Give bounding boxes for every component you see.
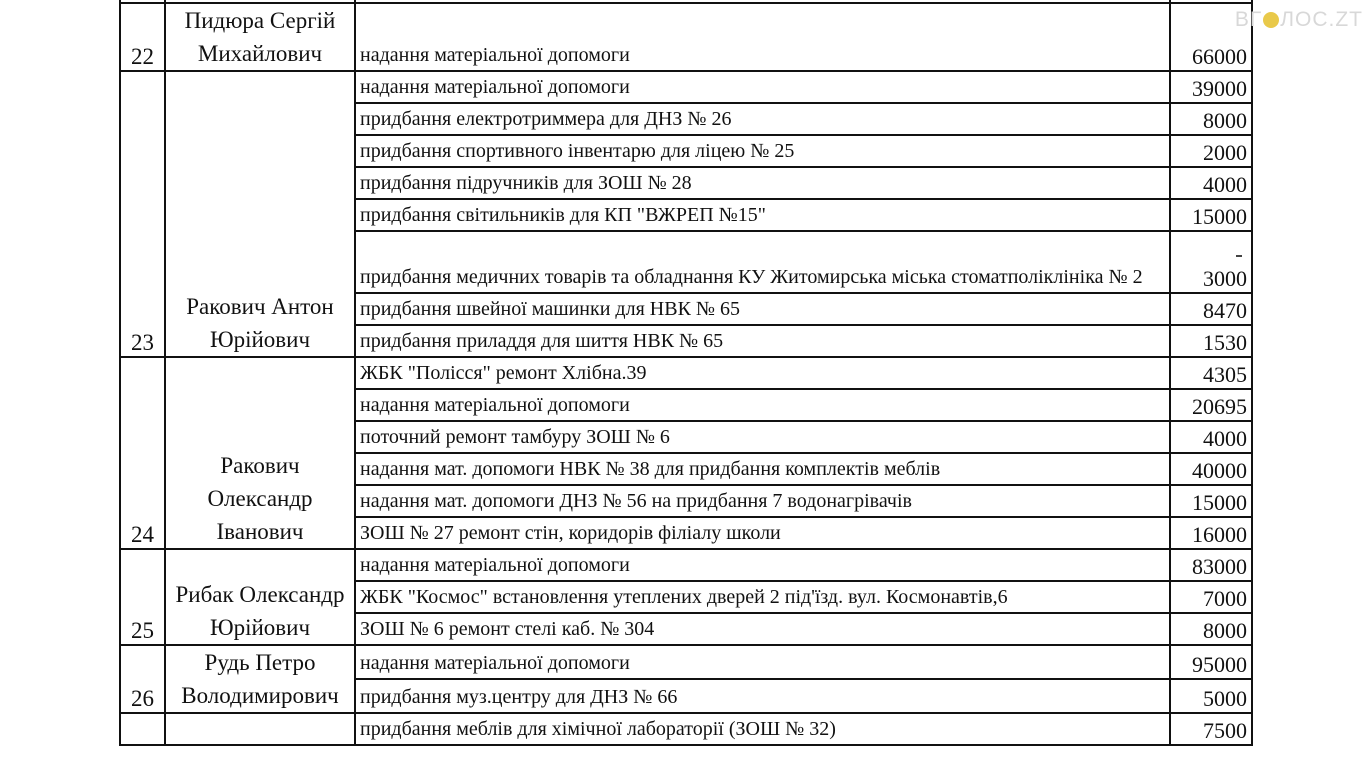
deputy-name: Ракович Антон Юрійович	[165, 71, 355, 357]
sound-wave-logo-icon	[1263, 12, 1279, 28]
table-row	[120, 645, 1252, 679]
item-amount: 1530	[1170, 325, 1252, 357]
row-number: 25	[120, 549, 165, 645]
item-amount: 2000	[1170, 135, 1252, 167]
table-row	[120, 71, 1252, 103]
item-description: поточний ремонт тамбуру ЗОШ № 6	[355, 421, 1170, 453]
item-description: ЗОШ № 27 ремонт стін, коридорів філіалу школи	[355, 517, 1170, 549]
table-row	[120, 3, 1252, 71]
item-amount: 95000	[1170, 645, 1252, 679]
deputy-name: Пидюра Сергій Михайлович	[165, 3, 355, 71]
item-description: ЗОШ № 6 ремонт стелі каб. № 304	[355, 613, 1170, 645]
item-description: ЖБК "Космос" встановлення утеплених дверей 2 під'їзд. вул. Космонавтів,6	[355, 581, 1170, 613]
deputy-name: Рибак Олександр Юрійович	[165, 549, 355, 645]
item-amount: 3000	[1170, 231, 1252, 293]
item-amount: 5000	[1170, 679, 1252, 713]
row-number: 24	[120, 357, 165, 549]
item-amount: 8000	[1170, 103, 1252, 135]
item-description: придбання приладдя для шиття НВК № 65	[355, 325, 1170, 357]
allocations-table	[119, 0, 1253, 746]
item-description: придбання електротриммера для ДНЗ № 26	[355, 103, 1170, 135]
item-description: придбання муз.центру для ДНЗ № 66	[355, 679, 1170, 713]
item-amount: 83000	[1170, 549, 1252, 581]
item-amount: 8470	[1170, 293, 1252, 325]
row-number: 23	[120, 71, 165, 357]
item-description: надання мат. допомоги НВК № 38 для придбання комплектів меблів	[355, 453, 1170, 485]
item-amount: 16000	[1170, 517, 1252, 549]
scan-mark	[1236, 255, 1242, 257]
table-row	[120, 357, 1252, 389]
item-description: надання матеріальної допомоги	[355, 3, 1170, 71]
item-description: придбання світильників для КП "ВЖРЕП №15"	[355, 199, 1170, 231]
item-amount: 8000	[1170, 613, 1252, 645]
item-amount: 4305	[1170, 357, 1252, 389]
table-row	[120, 549, 1252, 581]
item-description: придбання медичних товарів та обладнання КУ Житомирська міська стоматполіклініка № 2	[355, 231, 1170, 293]
watermark-text-left: ВГ	[1234, 8, 1263, 31]
item-description: надання матеріальної допомоги	[355, 645, 1170, 679]
item-amount: 39000	[1170, 71, 1252, 103]
deputy-name	[165, 713, 355, 745]
item-amount: 15000	[1170, 485, 1252, 517]
item-description: надання мат. допомоги ДНЗ № 56 на придбання 7 водонагрівачів	[355, 485, 1170, 517]
row-number	[120, 713, 165, 745]
item-description: ЖБК "Полісся" ремонт Хлібна.39	[355, 357, 1170, 389]
item-description: придбання швейної машинки для НВК № 65	[355, 293, 1170, 325]
deputy-name: Рудь Петро Володимирович	[165, 645, 355, 713]
table-row	[120, 713, 1252, 745]
item-amount: 4000	[1170, 167, 1252, 199]
deputy-name: Ракович Олександр Іванович	[165, 357, 355, 549]
item-description: придбання підручників для ЗОШ № 28	[355, 167, 1170, 199]
item-description: надання матеріальної допомоги	[355, 389, 1170, 421]
item-amount: 7500	[1170, 713, 1252, 745]
item-amount: 15000	[1170, 199, 1252, 231]
row-number: 26	[120, 645, 165, 713]
watermark-text-right: ЛОС.ZT	[1280, 8, 1363, 31]
row-number: 22	[120, 3, 165, 71]
watermark	[1235, 8, 1363, 32]
item-amount: 4000	[1170, 421, 1252, 453]
item-amount: 40000	[1170, 453, 1252, 485]
item-amount: 20695	[1170, 389, 1252, 421]
item-amount: 7000	[1170, 581, 1252, 613]
item-description: надання матеріальної допомоги	[355, 71, 1170, 103]
item-amount: 66000	[1170, 3, 1252, 71]
item-description: надання матеріальної допомоги	[355, 549, 1170, 581]
item-description: придбання меблів для хімічної лабораторії (ЗОШ № 32)	[355, 713, 1170, 745]
item-description: придбання спортивного інвентарю для ліцею № 25	[355, 135, 1170, 167]
